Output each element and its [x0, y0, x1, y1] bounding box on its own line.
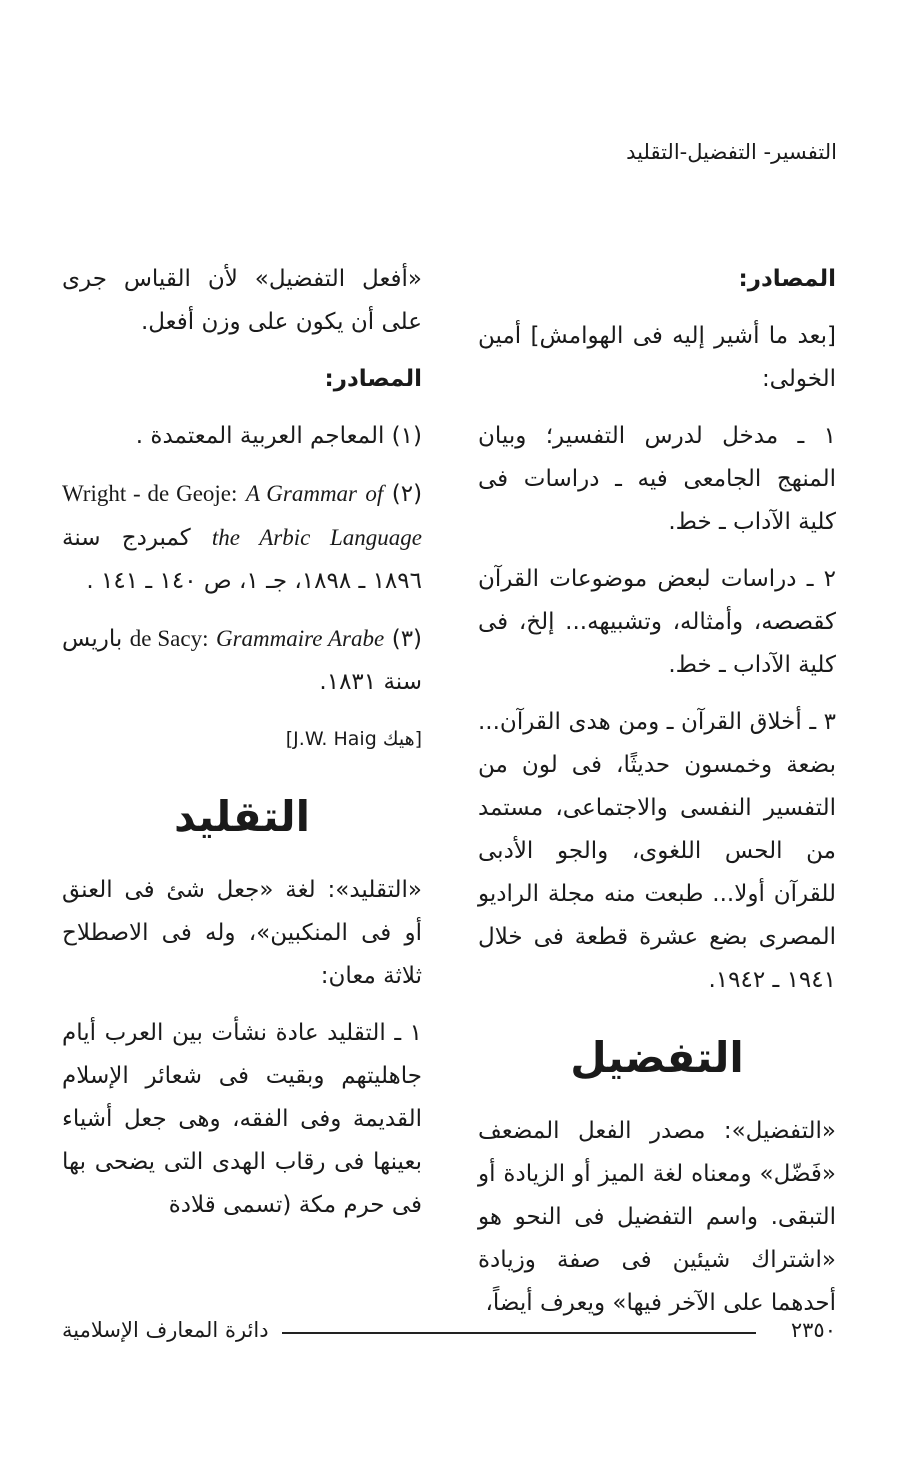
source-item: (١) المعاجم العربية المعتمدة . [135, 423, 422, 449]
source-item [62, 617, 422, 704]
footer-rule [282, 1332, 756, 1334]
source-details: باريس سنة ١٨٣١. [62, 626, 422, 695]
source-author: Wright - de Geoje: [62, 481, 238, 506]
author-signature: [هيك J.W. Haig] [285, 728, 422, 750]
source-title: Grammaire Arabe [216, 626, 385, 651]
section-title: التقليد [173, 792, 311, 841]
paragraph: «التفضيل»: مصدر الفعل المضعف «فَضّل» ومعناه لغة الميز أو الزيادة أو التبقى. واسم التفضيل فى النحو هو «اشتراك شيئين فى صفة وزيادة أحدهما على الآخر فيها» ويعرف أيضاً، [478, 1118, 836, 1316]
paragraph: «أفعل التفضيل» لأن القياس جرى على أن يكون على وزن أفعل. [62, 266, 422, 335]
source-item [62, 472, 422, 603]
page-footer [62, 1318, 836, 1348]
source-author: de Sacy: [129, 626, 209, 651]
source-title: of the Arbic Language [211, 481, 422, 550]
source-details: كمبردج سنة ١٨٩٦ ـ ١٨٩٨، جـ ١، ص ١٤٠ ـ ١٤١ . [62, 525, 422, 594]
paragraph: ٣ ـ أخلاق القرآن ـ ومن هدى القرآن... بضعة وخمسون حديثًا، فى لون من التفسير النفسى والاجتماعى، مستمد من الحس اللغوى، والجو الأدبى للقرآن أولا... طبعت منه مجلة الراديو المصرى بضع عشرة قطعة فى خلال ١٩٤١ ـ ١٩٤٢. [478, 709, 836, 993]
source-number: (٢) [391, 481, 423, 507]
source-number: (٣) [391, 626, 423, 652]
paragraph: «التقليد»: لغة «جعل شئ فى العنق أو فى المنكبين»، وله فى الاصطلاح ثلاثة معان: [62, 877, 422, 989]
running-header: التفسير- التفضيل-التقليد [626, 140, 837, 164]
paragraph: [بعد ما أشير إليه فى الهوامش] أمين الخولى: [478, 323, 836, 392]
source-title: A Grammar [245, 481, 358, 506]
paragraph: ١ ـ مدخل لدرس التفسير؛ وبيان المنهج الجامعى فيه ـ دراسات فى كلية الآداب ـ خط. [478, 423, 836, 535]
page-number: ٢٣٥٠ [790, 1318, 836, 1342]
paragraph: ١ ـ التقليد عادة نشأت بين العرب أيام جاهليتهم وبقيت فى شعائر الإسلام القديمة وفى الفقه، وهى جعل أشياء بعينها فى رقاب الهدى التى يضحى بها فى حرم مكة (تسمى قلادة [62, 1020, 422, 1218]
sources-heading: المصادر: [738, 266, 836, 292]
section-title: التفضيل [570, 1033, 744, 1082]
paragraph: ٢ ـ دراسات لبعض موضوعات القرآن كقصصه، وأمثاله، وتشبيهه... إلخ، فى كلية الآداب ـ خط. [478, 566, 836, 678]
sources-heading: المصادر: [324, 366, 422, 392]
right-column [478, 258, 836, 1339]
encyclopedia-name: دائرة المعارف الإسلامية [62, 1318, 269, 1342]
left-column [62, 258, 422, 1241]
